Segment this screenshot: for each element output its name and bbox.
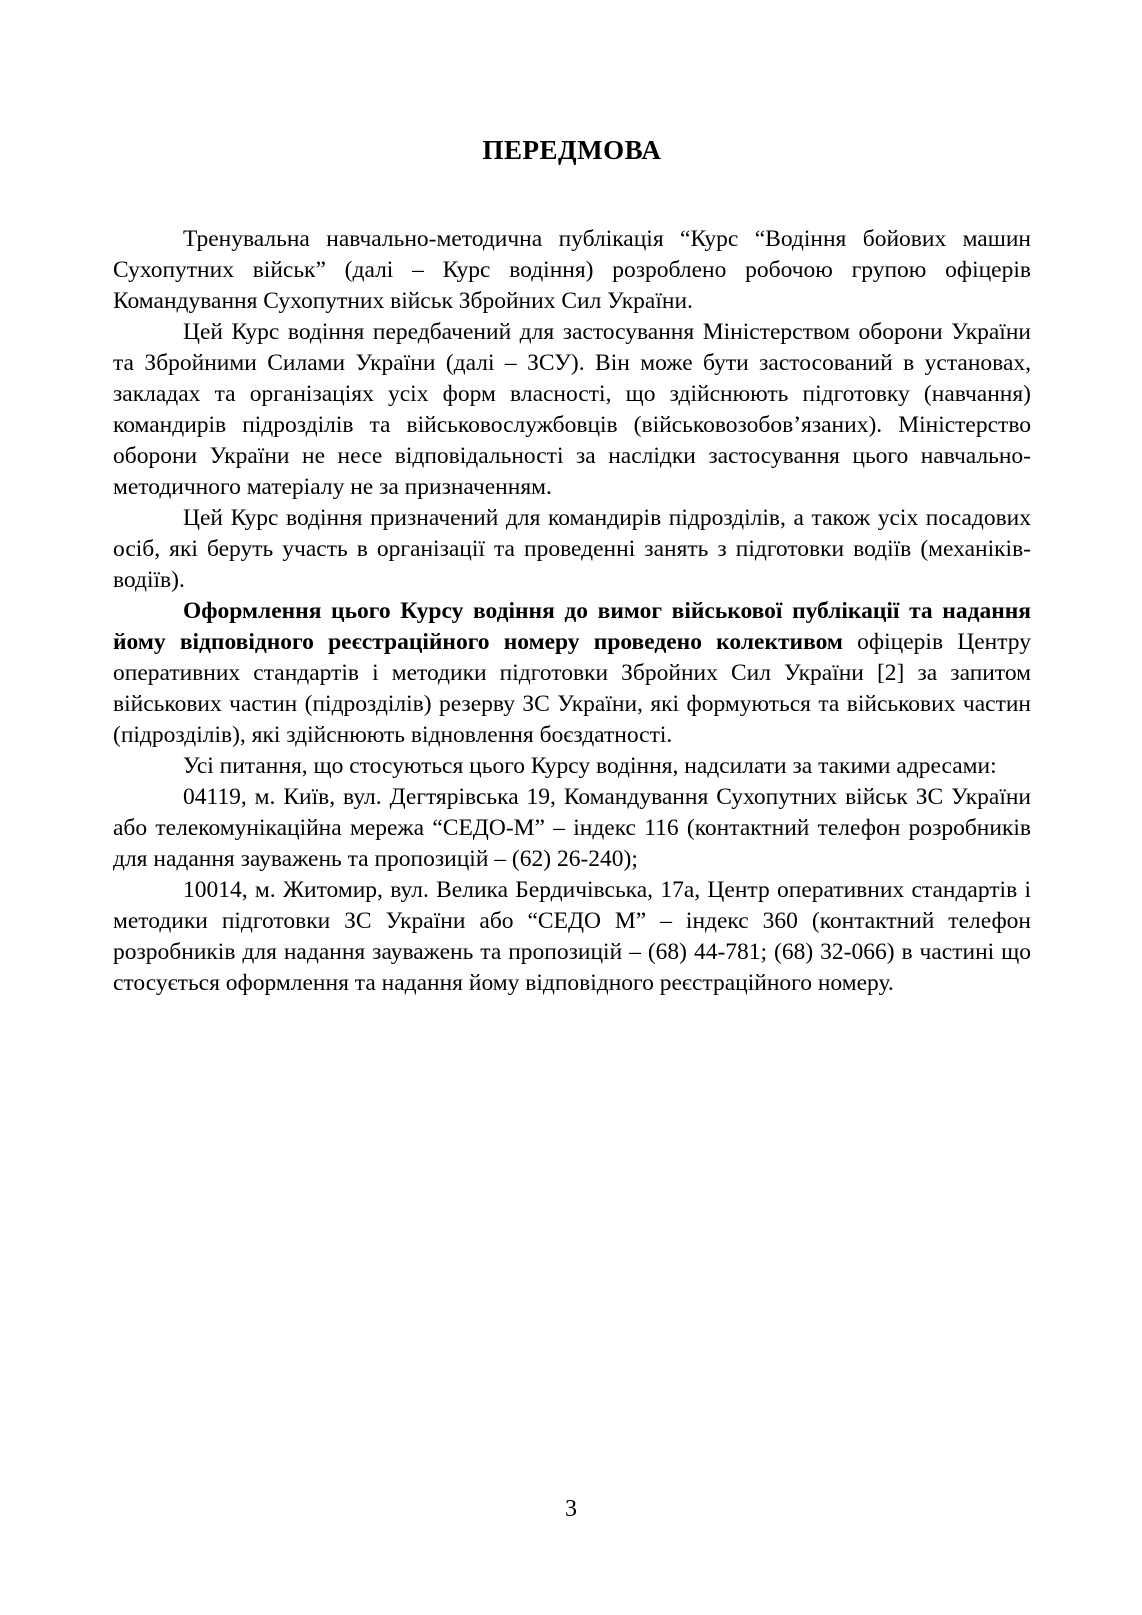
paragraph-address-kyiv: 04119, м. Київ, вул. Дегтярівська 19, Командування Сухопутних військ ЗС України або телекомунікаційна мережа “СЕДО-М” – індекс 116 (контактний телефон розробників для надання зауважень та пропозицій – (62) 26-240);: [113, 784, 1031, 872]
page-number: 3: [565, 1496, 577, 1522]
paragraph-registration-rest: офіцерів Центру оперативних стандартів і методики підготовки Збройних Сил України [2] за запитом військових частин (підрозділів) резерву ЗС України, які формуються та військових частин (підрозділів), які здійснюють відновлення боєздатності.: [113, 629, 1031, 748]
paragraph-questions: Усі питання, що стосуються цього Курсу водіння, надсилати за такими адресами:: [183, 753, 997, 779]
paragraph-purpose: Цей Курс водіння передбачений для застосування Міністерством оборони України та Збройними Силами України (далі – ЗСУ). Він може бути застосований в установах, закладах та організаціях усіх форм власності, що здійснюють підготовку (навчання) командирів підрозділів та військовослужбовців (військовозобов’язаних). Міністерство оборони України не несе відповідальності за наслідки застосування цього навчально-методичного матеріалу не за призначенням.: [113, 319, 1031, 500]
paragraph-audience: Цей Курс водіння призначений для командирів підрозділів, а також усіх посадових осіб, які беруть участь в організації та проведенні занять з підготовки водіїв (механіків-водіїв).: [113, 505, 1031, 593]
paragraph-intro: Тренувальна навчально-методична публікація “Курс “Водіння бойових машин Сухопутних військ” (далі – Курс водіння) розроблено робочою групою офіцерів Командування Сухопутних військ Збройних Сил України.: [113, 226, 1031, 314]
document-content: [113, 135, 1031, 999]
paragraph-registration: [113, 596, 1031, 751]
paragraph-registration-bold-lead: Оформлення цього Курсу водіння до вимог військової публікації та надання йому відповідного реєстраційного номеру проведено колективом: [113, 598, 1031, 655]
page-title: ПЕРЕДМОВА: [482, 135, 662, 165]
paragraph-address-zhytomyr: 10014, м. Житомир, вул. Велика Бердичівська, 17а, Центр оперативних стандартів і методики підготовки ЗС України або “СЕДО М” – індекс 360 (контактний телефон розробників для надання зауважень та пропозицій – (68) 44-781; (68) 32-066) в частині що стосується оформлення та надання йому відповідного реєстраційного номеру.: [113, 877, 1031, 996]
